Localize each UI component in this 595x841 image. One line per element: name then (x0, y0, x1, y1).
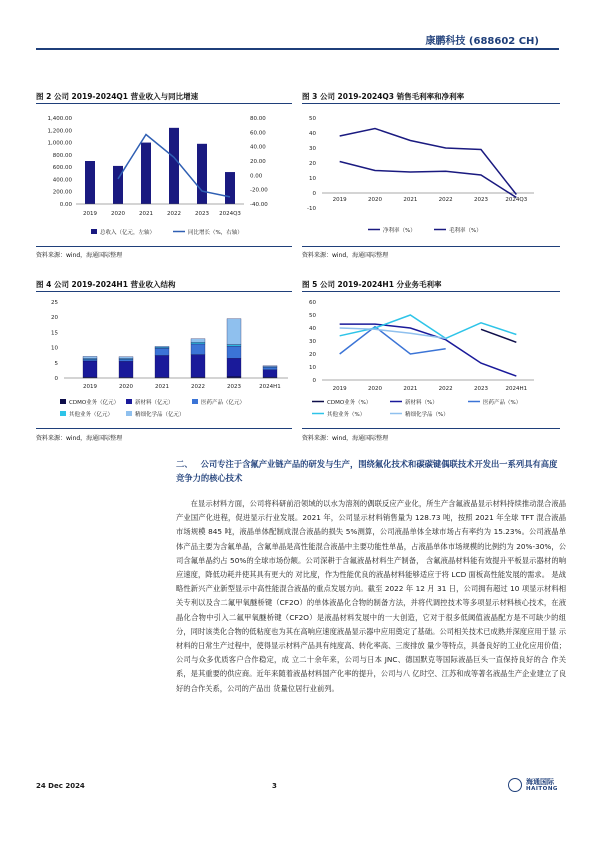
fig3-source: 资料来源：wind，海通国际整理 (302, 252, 389, 259)
bar (225, 172, 235, 204)
section-number: 二、 (176, 459, 193, 469)
x-tick-label: 2019 (83, 211, 97, 217)
y2-tick-label: 0.00 (250, 173, 263, 180)
y-tick-label: 1,400.00 (47, 116, 72, 122)
stacked-bar-segment (263, 370, 277, 377)
legend-label: 其他业务（%） (327, 412, 366, 418)
legend-label: CDMO业务（亿元） (69, 400, 120, 406)
fig2-title: 图 2 公司 2019-2024Q1 营业收入与同比增速 (36, 92, 199, 101)
section-heading (176, 457, 564, 485)
y-tick-label: 40 (309, 326, 316, 332)
fig4-source: 资料来源：wind，海通国际整理 (36, 435, 123, 442)
series-line (340, 328, 446, 338)
stacked-bar-segment (119, 359, 133, 361)
x-tick-label: 2020 (111, 211, 125, 217)
stacked-bar-segment (83, 361, 97, 377)
x-tick-label: 2019 (332, 386, 347, 392)
y-tick-label: -10 (307, 206, 316, 212)
fig5-title: 图 5 公司 2019-2024H1 分业务毛利率 (302, 280, 442, 289)
header-rule (36, 48, 559, 50)
y-tick-label: 400.00 (52, 177, 72, 184)
stacked-bar-segment (191, 355, 205, 377)
y2-tick-label: -20.00 (250, 187, 268, 194)
section-heading-text: 公司专注于含氟产业链产品的研发与生产，围绕氟化技术和碳碳键偶联技术开发出一系列具有高度竞争力的核心技术 (176, 459, 558, 483)
legend-label: 精细化学品（亿元） (135, 412, 185, 418)
haitong-logo (508, 776, 564, 798)
y-tick-label: 20 (309, 161, 316, 167)
stacked-bar-segment (227, 319, 241, 345)
y-tick-label: 60 (309, 300, 316, 306)
y-tick-label: 20 (51, 315, 58, 322)
y-tick-label: 10 (309, 365, 316, 371)
x-tick-label: 2024Q3 (505, 197, 528, 203)
stacked-bar-segment (155, 356, 169, 378)
y-tick-label: 40 (309, 131, 316, 137)
bar (169, 128, 179, 204)
x-tick-label: 2023 (474, 197, 488, 203)
logo-text-en: HAITONG (526, 786, 558, 792)
x-tick-label: 2020 (368, 386, 382, 392)
stacked-bar-segment (191, 342, 205, 344)
x-tick-label: 2022 (191, 384, 205, 390)
bar (197, 144, 207, 204)
legend-label: 其他业务（亿元） (69, 412, 114, 418)
stacked-bar-segment (227, 345, 241, 347)
y-tick-label: 200.00 (52, 189, 72, 196)
fig5-bottom-rule (302, 428, 560, 429)
stacked-bar-segment (227, 346, 241, 358)
fig2-source: 资料来源：wind，海通国际整理 (36, 252, 123, 259)
y-tick-label: 15 (51, 330, 58, 337)
legend-swatch (126, 411, 132, 416)
stacked-bar-segment (191, 339, 205, 343)
series-line (481, 329, 516, 342)
y-tick-label: 30 (309, 339, 316, 345)
legend-label: 医药产品（亿元） (201, 400, 246, 406)
fig4-title: 图 4 公司 2019-2024H1 营业收入结构 (36, 280, 176, 289)
x-tick-label: 2021 (403, 197, 418, 203)
fig3-chart (302, 106, 560, 246)
stacked-bar-segment (83, 356, 97, 358)
x-tick-label: 2021 (139, 211, 153, 217)
y-tick-label: 30 (309, 146, 316, 152)
fig3-rule (302, 103, 560, 104)
y-tick-label: 0.00 (59, 202, 72, 208)
x-tick-label: 2022 (438, 197, 453, 203)
stacked-bar-segment (263, 366, 277, 367)
y2-tick-label: 80.00 (250, 116, 266, 122)
bar (85, 161, 95, 204)
legend-swatch (60, 399, 66, 404)
legend-label: 同比增长（%，右轴） (188, 230, 243, 236)
brand-header: 康鹏科技 (688602 CH) (425, 36, 539, 47)
y-tick-label: 1,000.00 (47, 140, 72, 147)
fig5-source: 资料来源：wind，海通国际整理 (302, 435, 389, 442)
bar (141, 143, 151, 204)
x-tick-label: 2022 (167, 211, 181, 217)
y-tick-label: 20 (309, 352, 316, 358)
y-tick-label: 10 (51, 345, 58, 352)
y2-tick-label: 40.00 (250, 144, 266, 151)
legend-swatch (192, 399, 198, 404)
x-tick-label: 2021 (155, 384, 169, 390)
fig5-rule (302, 291, 560, 292)
y-tick-label: 0 (312, 191, 316, 197)
fig2-rule (36, 103, 292, 104)
y-tick-label: 5 (54, 360, 58, 367)
x-tick-label: 2023 (227, 384, 241, 390)
y-tick-label: 1,200.00 (47, 128, 72, 135)
stacked-bar-segment (119, 357, 133, 359)
fig2-chart (36, 106, 292, 246)
y-tick-label: 0 (312, 378, 316, 384)
fig4-bottom-rule (36, 428, 292, 429)
logo-mark-icon (508, 778, 522, 792)
legend-label: 净利率（%） (383, 228, 416, 234)
body-paragraph: 在显示材料方面，公司将科研前沿领域的以水为溶剂的偶联反应产业化，所生产含氟液晶显示材料持续推动混合液晶产业国产化进程，促进显示行业发展。2021 年，公司显示材料销售量为 128.73 吨，按照 2021 年全球 TFT 混合液晶 市场规模 845 吨，液晶单体配制成混合液晶的损失 5%测算，公司液晶单体全球市场占有率约为 15.23%。公司液晶单体产品主要为含氟单晶，含氟单晶是高性能混合液晶中主要功能性单晶，占液晶单体市场规模的比例约为 20%-30%，公司含氟单晶约占 50%的全球市场份额。公司深耕于含氟液晶材料生产制备， 含氟液晶材料能有效提升平板显示器材的响应速度，降低功耗并使其具有更大的 对比度，作为性能优良的液晶材料能够适应于将 LCD 面板高性能发展的需求。 是战略性新兴产业新型显示中高性能混合液晶的重点发展方向。截至 2022 年 12 月 31 日，公司拥有超过 10 项显示材料相关专利以及含二氟甲氧醚桥键（CF2O）的单体液晶化合物的制备方法，并将代调控技术等多项显示材料核心技术，在液 晶化合物中引入二氟甲氧醚桥键（CF2O）是液晶材料发展中的一大创造，它对于很多低阈值液晶配方是不可缺少的组分，同时该类化合物的低粘度也为其在高响应速度液晶显示器中应用奠定了基础。公司相关技术已成熟并深度应用于显 示材料的日常生产过程中，使得显示材料产品具有纯度高、转化率高、三废排放 量少等特点，具备良好的工业化应用价值；公司与众多优质客户合作稳定，成 立二十余年来，公司与日本 JNC、德国默克等国际液晶巨头一直保持良好的合 作关系，是其重要的供应商。近年来随着液晶材料国产化率的提升，公司与八 亿时空、江苏和成等著名液晶生产企业建立了良好的合作关系，公司的产品出 货量位居行业前列。 (176, 499, 566, 693)
y2-tick-label: 20.00 (250, 159, 266, 165)
legend-label: 医药产品（%） (483, 400, 522, 406)
fig4-rule (36, 291, 292, 292)
legend-label: CDMO业务（%） (327, 400, 372, 406)
x-tick-label: 2022 (438, 386, 453, 392)
legend-label: 新材料（%） (405, 400, 438, 406)
fig3-title: 图 3 公司 2019-2024Q3 销售毛利率和净利率 (302, 92, 465, 101)
x-tick-label: 2019 (83, 384, 97, 390)
fig3-bottom-rule (302, 246, 560, 247)
y-tick-label: 10 (309, 176, 316, 182)
legend-swatch (91, 229, 97, 234)
y-tick-label: 25 (51, 300, 58, 306)
series-line (340, 129, 517, 195)
y2-tick-label: 60.00 (250, 130, 266, 137)
y-tick-label: 0 (54, 376, 58, 382)
series-line (340, 315, 517, 338)
stacked-bar-segment (119, 361, 133, 377)
y-tick-label: 800.00 (52, 152, 72, 159)
fig4-chart (36, 294, 292, 428)
fig2-bottom-rule (36, 246, 292, 247)
logo-text-cn: 海通国际 (526, 778, 554, 786)
page-number: 3 (272, 782, 277, 790)
x-tick-label: 2023 (195, 211, 209, 217)
y-tick-label: 600.00 (52, 165, 72, 172)
stacked-bar-segment (263, 367, 277, 369)
legend-label: 新材料（亿元） (135, 400, 174, 406)
x-tick-label: 2024H1 (505, 386, 528, 392)
stacked-bar-segment (83, 359, 97, 361)
x-tick-label: 2024Q3 (219, 211, 241, 217)
stacked-bar-segment (227, 358, 241, 376)
x-tick-label: 2020 (368, 197, 382, 203)
stacked-bar-segment (155, 346, 169, 347)
series-line (340, 162, 517, 198)
legend-label: 精细化学品（%） (405, 412, 449, 418)
y-tick-label: 50 (309, 313, 316, 319)
stacked-bar-segment (191, 344, 205, 355)
legend-label: 毛利率（%） (449, 228, 482, 234)
footer-date: 24 Dec 2024 (36, 782, 85, 790)
y-tick-label: 50 (309, 116, 316, 122)
x-tick-label: 2019 (332, 197, 347, 203)
x-tick-label: 2021 (403, 386, 418, 392)
stacked-bar-segment (155, 348, 169, 355)
y2-tick-label: -40.00 (250, 202, 268, 208)
legend-label: 总收入（亿元，左轴） (100, 230, 156, 236)
legend-swatch (60, 411, 66, 416)
x-tick-label: 2024H1 (259, 384, 281, 390)
fig5-chart (302, 294, 560, 428)
bar (113, 166, 123, 204)
x-tick-label: 2023 (474, 386, 488, 392)
legend-swatch (126, 399, 132, 404)
x-tick-label: 2020 (119, 384, 133, 390)
